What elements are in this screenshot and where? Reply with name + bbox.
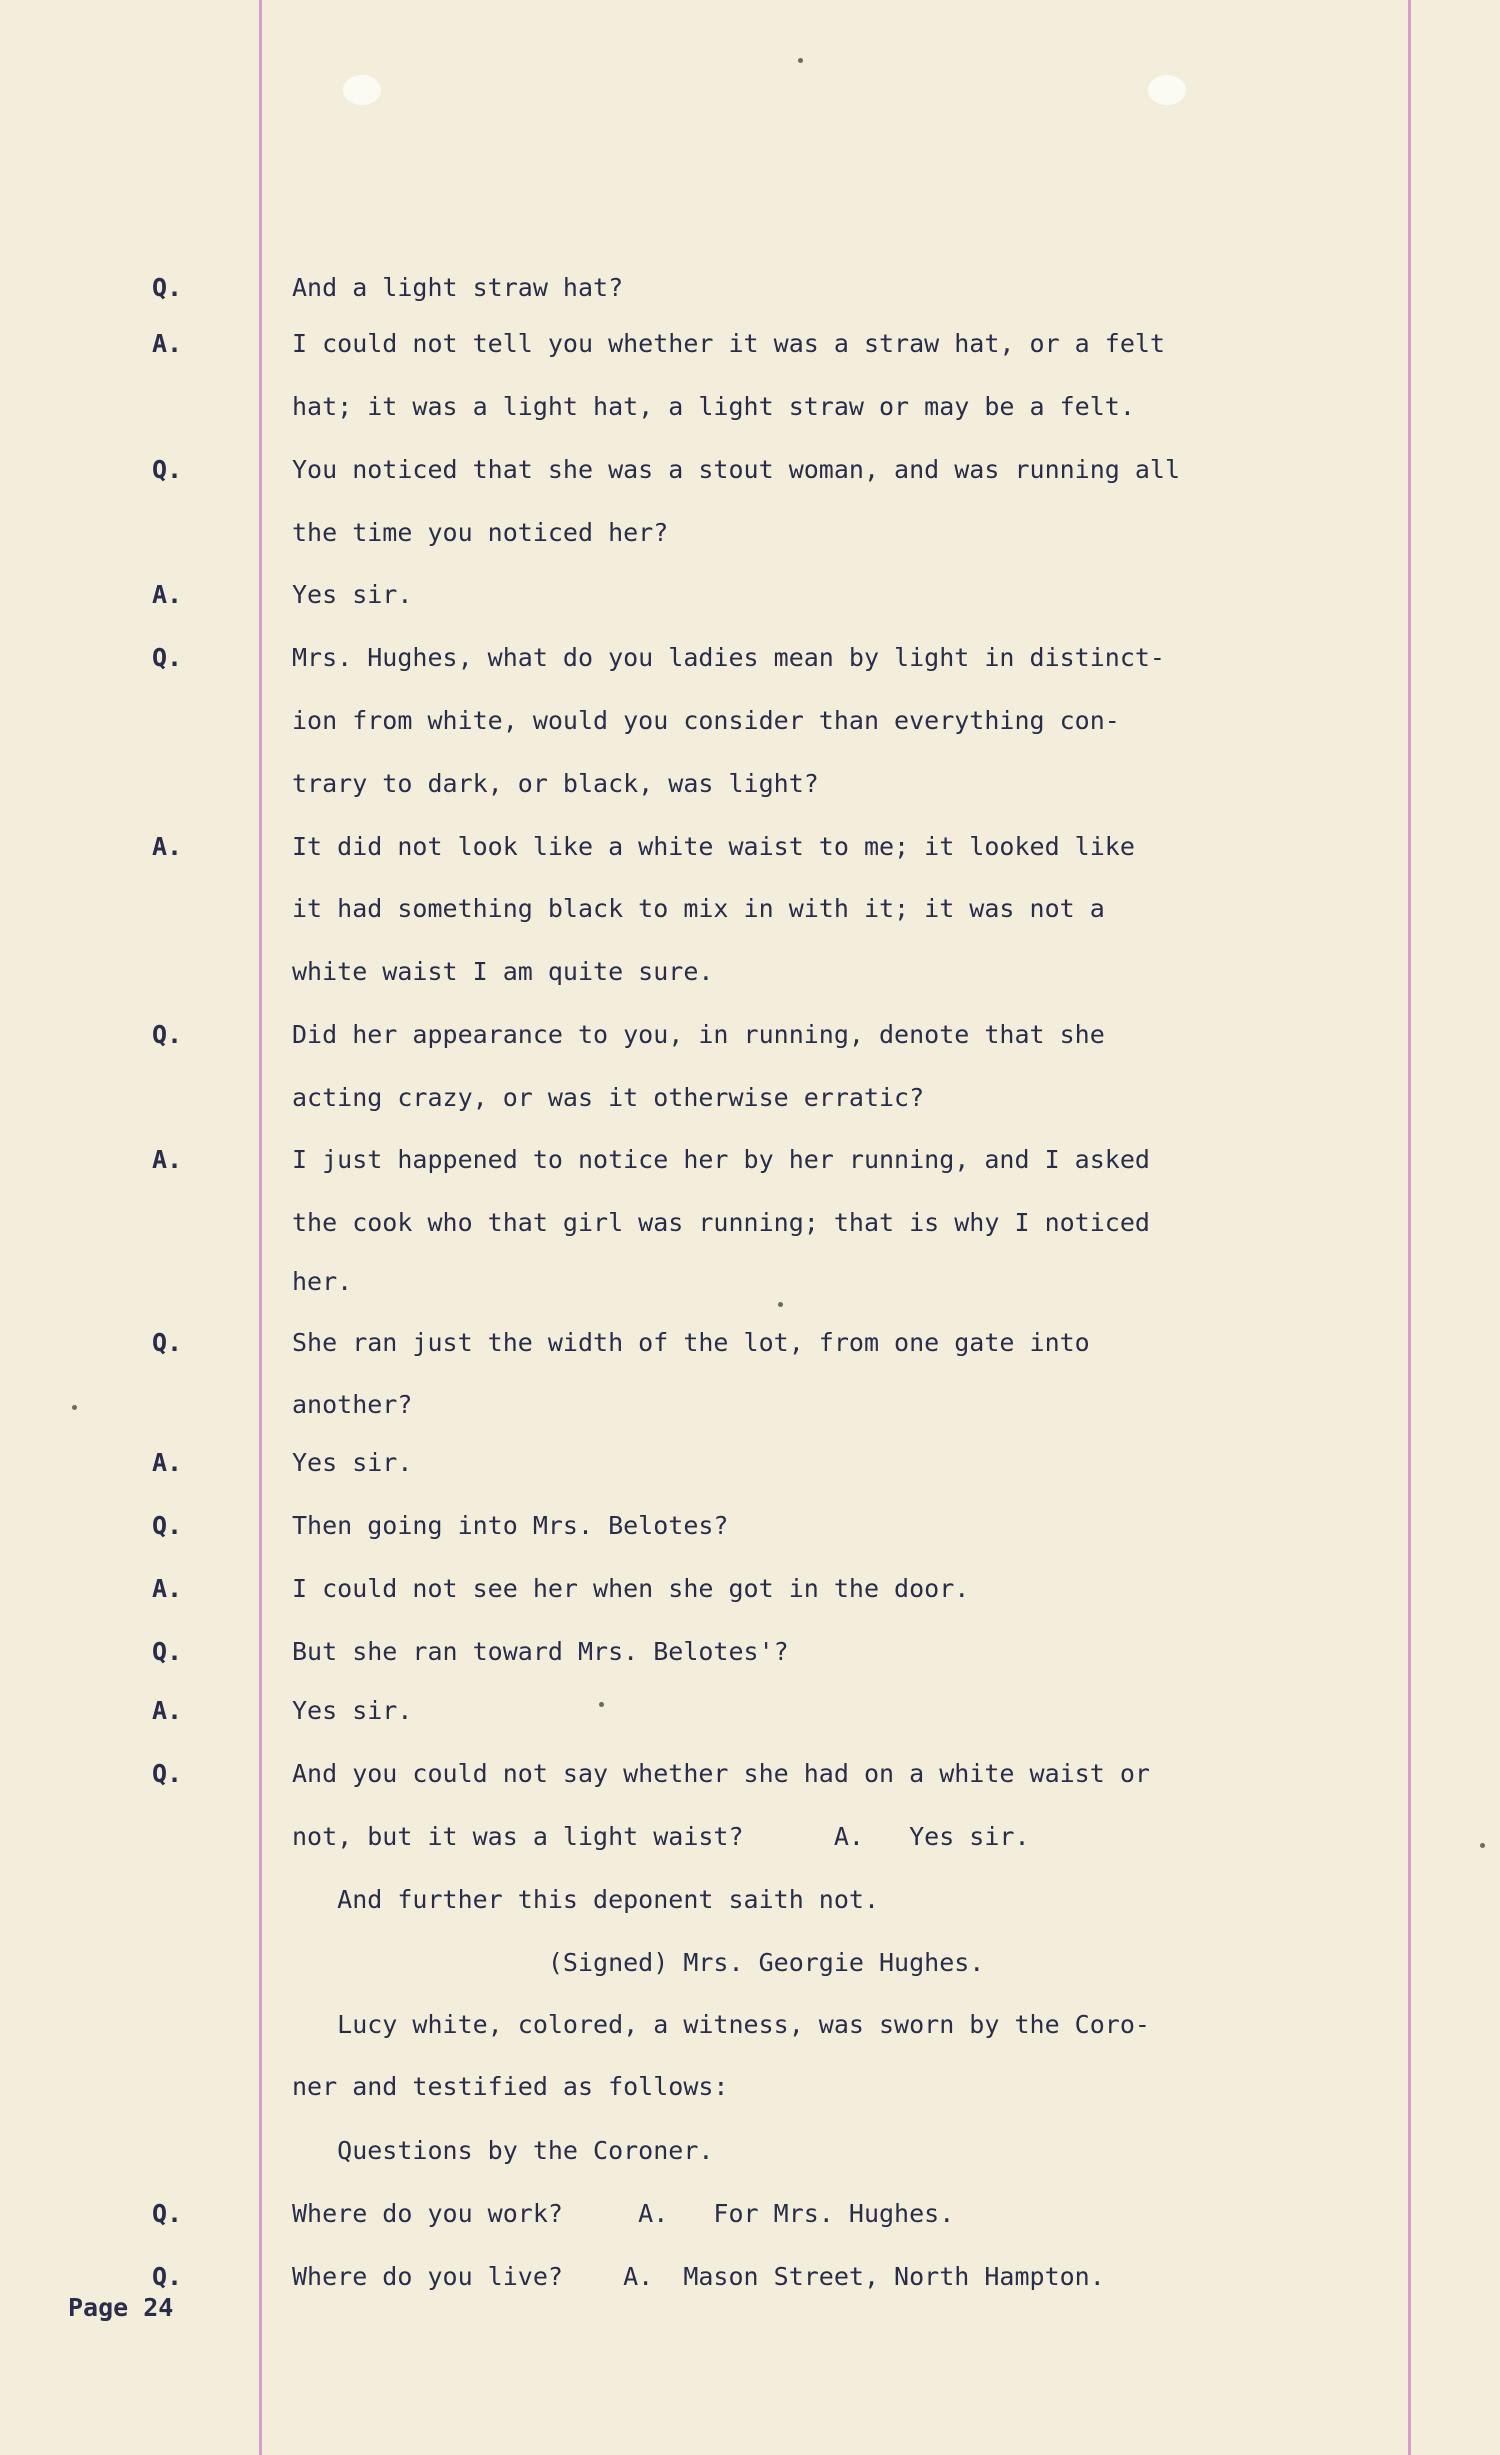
- line-text: Where do you live? A. Mason Street, North Hampton.: [292, 2262, 1105, 2291]
- line-text: Then going into Mrs. Belotes?: [292, 1511, 729, 1540]
- transcript-line: [0, 1387, 1500, 1423]
- line-label: A.: [152, 1448, 183, 1477]
- transcript-line: [0, 1205, 1500, 1241]
- line-label: Q.: [152, 1759, 183, 1788]
- line-label: Q.: [152, 1328, 183, 1357]
- line-text: the cook who that girl was running; that is why I noticed: [292, 1208, 1150, 1237]
- line-text: Questions by the Coroner.: [292, 2136, 714, 2165]
- transcript-line: [0, 1508, 1500, 1544]
- transcript-line: [0, 2196, 1500, 2232]
- punch-hole-left: [343, 75, 381, 105]
- line-text: ion from white, would you consider than everything con-: [292, 706, 1120, 735]
- transcript-line: [0, 829, 1500, 865]
- line-text: I could not tell you whether it was a straw hat, or a felt: [292, 329, 1165, 358]
- line-text: Lucy white, colored, a witness, was sworn by the Coro-: [292, 2010, 1150, 2039]
- paper-speck: [798, 58, 803, 63]
- transcript-line: [0, 1017, 1500, 1053]
- transcript-line: [0, 452, 1500, 488]
- page-number: Page 24: [68, 2293, 174, 2322]
- transcript-line: [0, 2069, 1500, 2105]
- line-text: hat; it was a light hat, a light straw or may be a felt.: [292, 392, 1135, 421]
- line-text: I could not see her when she got in the door.: [292, 1574, 970, 1603]
- line-text: ner and testified as follows:: [292, 2072, 729, 2101]
- transcript-line: [0, 1080, 1500, 1116]
- transcript-line: [0, 1945, 1500, 1981]
- line-label: Q.: [152, 273, 183, 302]
- line-text: Mrs. Hughes, what do you ladies mean by light in distinct-: [292, 643, 1165, 672]
- line-label: Q.: [152, 2262, 183, 2291]
- line-text: I just happened to notice her by her running, and I asked: [292, 1145, 1150, 1174]
- transcript-line: [0, 640, 1500, 676]
- line-label: A.: [152, 1696, 183, 1725]
- transcript-line: [0, 2259, 1500, 2295]
- line-label: Q.: [152, 1511, 183, 1540]
- line-label: Q.: [152, 455, 183, 484]
- line-text: another?: [292, 1390, 413, 1419]
- line-text: But she ran toward Mrs. Belotes'?: [292, 1637, 789, 1666]
- line-label: Q.: [152, 643, 183, 672]
- line-label: A.: [152, 832, 183, 861]
- transcript-line: [0, 1445, 1500, 1481]
- line-label: Q.: [152, 2199, 183, 2228]
- transcript-line: [0, 1634, 1500, 1670]
- line-text: white waist I am quite sure.: [292, 957, 714, 986]
- transcript-line: [0, 1325, 1500, 1361]
- punch-hole-right: [1148, 75, 1186, 105]
- transcript-line: [0, 389, 1500, 425]
- transcript-line: [0, 326, 1500, 362]
- line-text: You noticed that she was a stout woman, and was running all: [292, 455, 1181, 484]
- line-text: trary to dark, or black, was light?: [292, 769, 819, 798]
- paper-speck: [778, 1302, 783, 1307]
- line-text: acting crazy, or was it otherwise erratic?: [292, 1083, 925, 1112]
- line-text: And you could not say whether she had on a white waist or: [292, 1759, 1150, 1788]
- transcript-line: [0, 2133, 1500, 2169]
- transcript-line: [0, 1571, 1500, 1607]
- line-label: A.: [152, 329, 183, 358]
- line-text: not, but it was a light waist? A. Yes sir.: [292, 1822, 1030, 1851]
- transcript-line: [0, 2007, 1500, 2043]
- transcript-line: [0, 1264, 1500, 1300]
- transcript-line: [0, 703, 1500, 739]
- line-text: the time you noticed her?: [292, 518, 669, 547]
- line-label: A.: [152, 580, 183, 609]
- line-label: A.: [152, 1574, 183, 1603]
- line-text: Yes sir.: [292, 580, 413, 609]
- transcript-line: [0, 1819, 1500, 1855]
- line-text: her.: [292, 1267, 353, 1296]
- line-text: Did her appearance to you, in running, denote that she: [292, 1020, 1105, 1049]
- line-text: Yes sir.: [292, 1448, 413, 1477]
- line-label: Q.: [152, 1637, 183, 1666]
- line-text: And further this deponent saith not.: [292, 1885, 879, 1914]
- line-text: it had something black to mix in with it; it was not a: [292, 894, 1105, 923]
- line-label: Q.: [152, 1020, 183, 1049]
- transcript-line: [0, 954, 1500, 990]
- line-label: A.: [152, 1145, 183, 1174]
- line-text: (Signed) Mrs. Georgie Hughes.: [292, 1948, 985, 1977]
- transcript-line: [0, 577, 1500, 613]
- line-text: Yes sir.: [292, 1696, 413, 1725]
- transcript-line: [0, 1142, 1500, 1178]
- transcript-line: [0, 270, 1500, 306]
- transcript-line: [0, 891, 1500, 927]
- line-text: And a light straw hat?: [292, 273, 624, 302]
- transcript-line: [0, 515, 1500, 551]
- transcript-line: [0, 766, 1500, 802]
- transcript-line: [0, 1756, 1500, 1792]
- transcript-line: [0, 1693, 1500, 1729]
- transcript-line: [0, 1882, 1500, 1918]
- line-text: She ran just the width of the lot, from one gate into: [292, 1328, 1090, 1357]
- line-text: Where do you work? A. For Mrs. Hughes.: [292, 2199, 955, 2228]
- line-text: It did not look like a white waist to me; it looked like: [292, 832, 1135, 861]
